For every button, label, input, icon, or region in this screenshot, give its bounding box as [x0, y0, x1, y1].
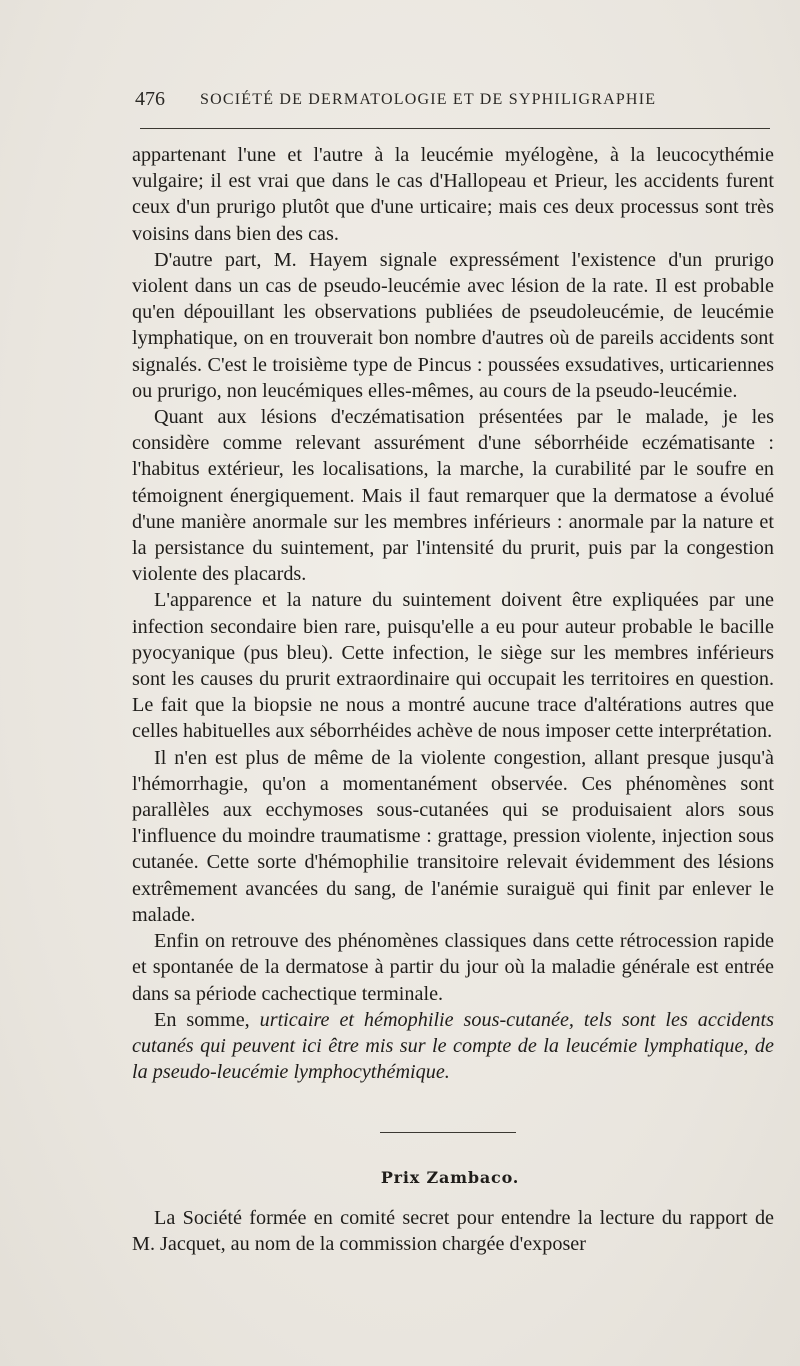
- running-head: SOCIÉTÉ DE DERMATOLOGIE ET DE SYPHILIGRAPHIE: [200, 91, 657, 108]
- closing-paragraph: La Société formée en comité secret pour entendre la lecture du rapport de M. Jacquet, au nom de la commission chargée d'exposer: [132, 1207, 774, 1256]
- section-title: Prix Zambaco.: [380, 1168, 520, 1187]
- page-number: 476: [135, 88, 165, 110]
- body-text: [132, 142, 774, 1085]
- paragraph-1: appartenant l'une et l'autre à la leucémie myélogène, à la leucocythémie vulgaire; il est vrai que dans le cas d'Hallopeau et Prieur, les accidents furent ceux d'un prurigo plutôt que d'une urticaire; mais ces deux processus sont très voisins dans bien des cas.: [132, 144, 774, 245]
- paragraph-3: Quant aux lésions d'eczématisation présentées par le malade, je les considère comme relevant assurément d'une séborrhéide eczématisante : l'habitus extérieur, les localisations, la marche, la curabilité par le soufre en témoignent énergiquement. Mais il faut remarquer que la dermatose a évolué d'une manière anormale sur les membres inférieurs : anormale par la nature et la persistance du suintement, par l'intensité du prurit, puis par la congestion violente des placards.: [132, 406, 774, 586]
- paragraph-5: Il n'en est plus de même de la violente congestion, allant presque jusqu'à l'hémorrhagie, qu'on a momentanément observée. Ces phénomènes sont parallèles aux ecchymoses sous-cutanées qui se produisaient alors sous l'influence du moindre traumatisme : grattage, pression violente, injection sous cutanée. Cette sorte d'hémophilie transitoire relevait évidemment des lésions extrêmement avancées du sang, de l'anémie suraiguë qui finit par enlever le malade.: [132, 746, 774, 926]
- page-header: [135, 88, 770, 114]
- conclusion-paragraph: [132, 1007, 774, 1086]
- paragraph-4: L'apparence et la nature du suintement doivent être expliquées par une infection secondaire bien rare, puisqu'elle a eu pour auteur probable le bacille pyocyanique (pus bleu). Cette infection, le siège sur les membres inférieurs sont les causes du prurit extraordinaire qui occupait les territoires en question. Le fait que la biopsie ne nous a montré aucune trace d'altérations autres que celles habituelles aux séborrhéides achève de nous imposer cette interprétation.: [132, 589, 774, 743]
- conclusion-italic: urticaire et hémophilie sous-cutanée, tels sont les accidents cutanés qui peuvent ici être mis sur le compte de la leucémie lymphatique, de la pseudo-leucémie lymphocythémique.: [132, 1008, 774, 1084]
- conclusion-lead: En somme,: [154, 1008, 260, 1031]
- header-rule: [140, 128, 770, 129]
- paragraph-6: Enfin on retrouve des phénomènes classiques dans cette rétrocession rapide et spontanée de la dermatose à partir du jour où la maladie générale est entrée dans sa période cachectique terminale.: [132, 930, 774, 1005]
- paragraph-2: D'autre part, M. Hayem signale expressément l'existence d'un prurigo violent dans un cas de pseudo-leucémie avec lésion de la rate. Il est probable qu'en dépouillant les observations publiées de pseudoleucémie, de leucémie lymphatique, on en trouverait bon nombre d'autres où de pareils accidents sont signalés. C'est le troisième type de Pincus : poussées exsudatives, urticariennes ou prurigo, non leucémiques elles-mêmes, au cours de la pseudo-leucémie.: [132, 248, 774, 402]
- closing-text: [132, 1205, 774, 1257]
- section-rule: [380, 1132, 516, 1133]
